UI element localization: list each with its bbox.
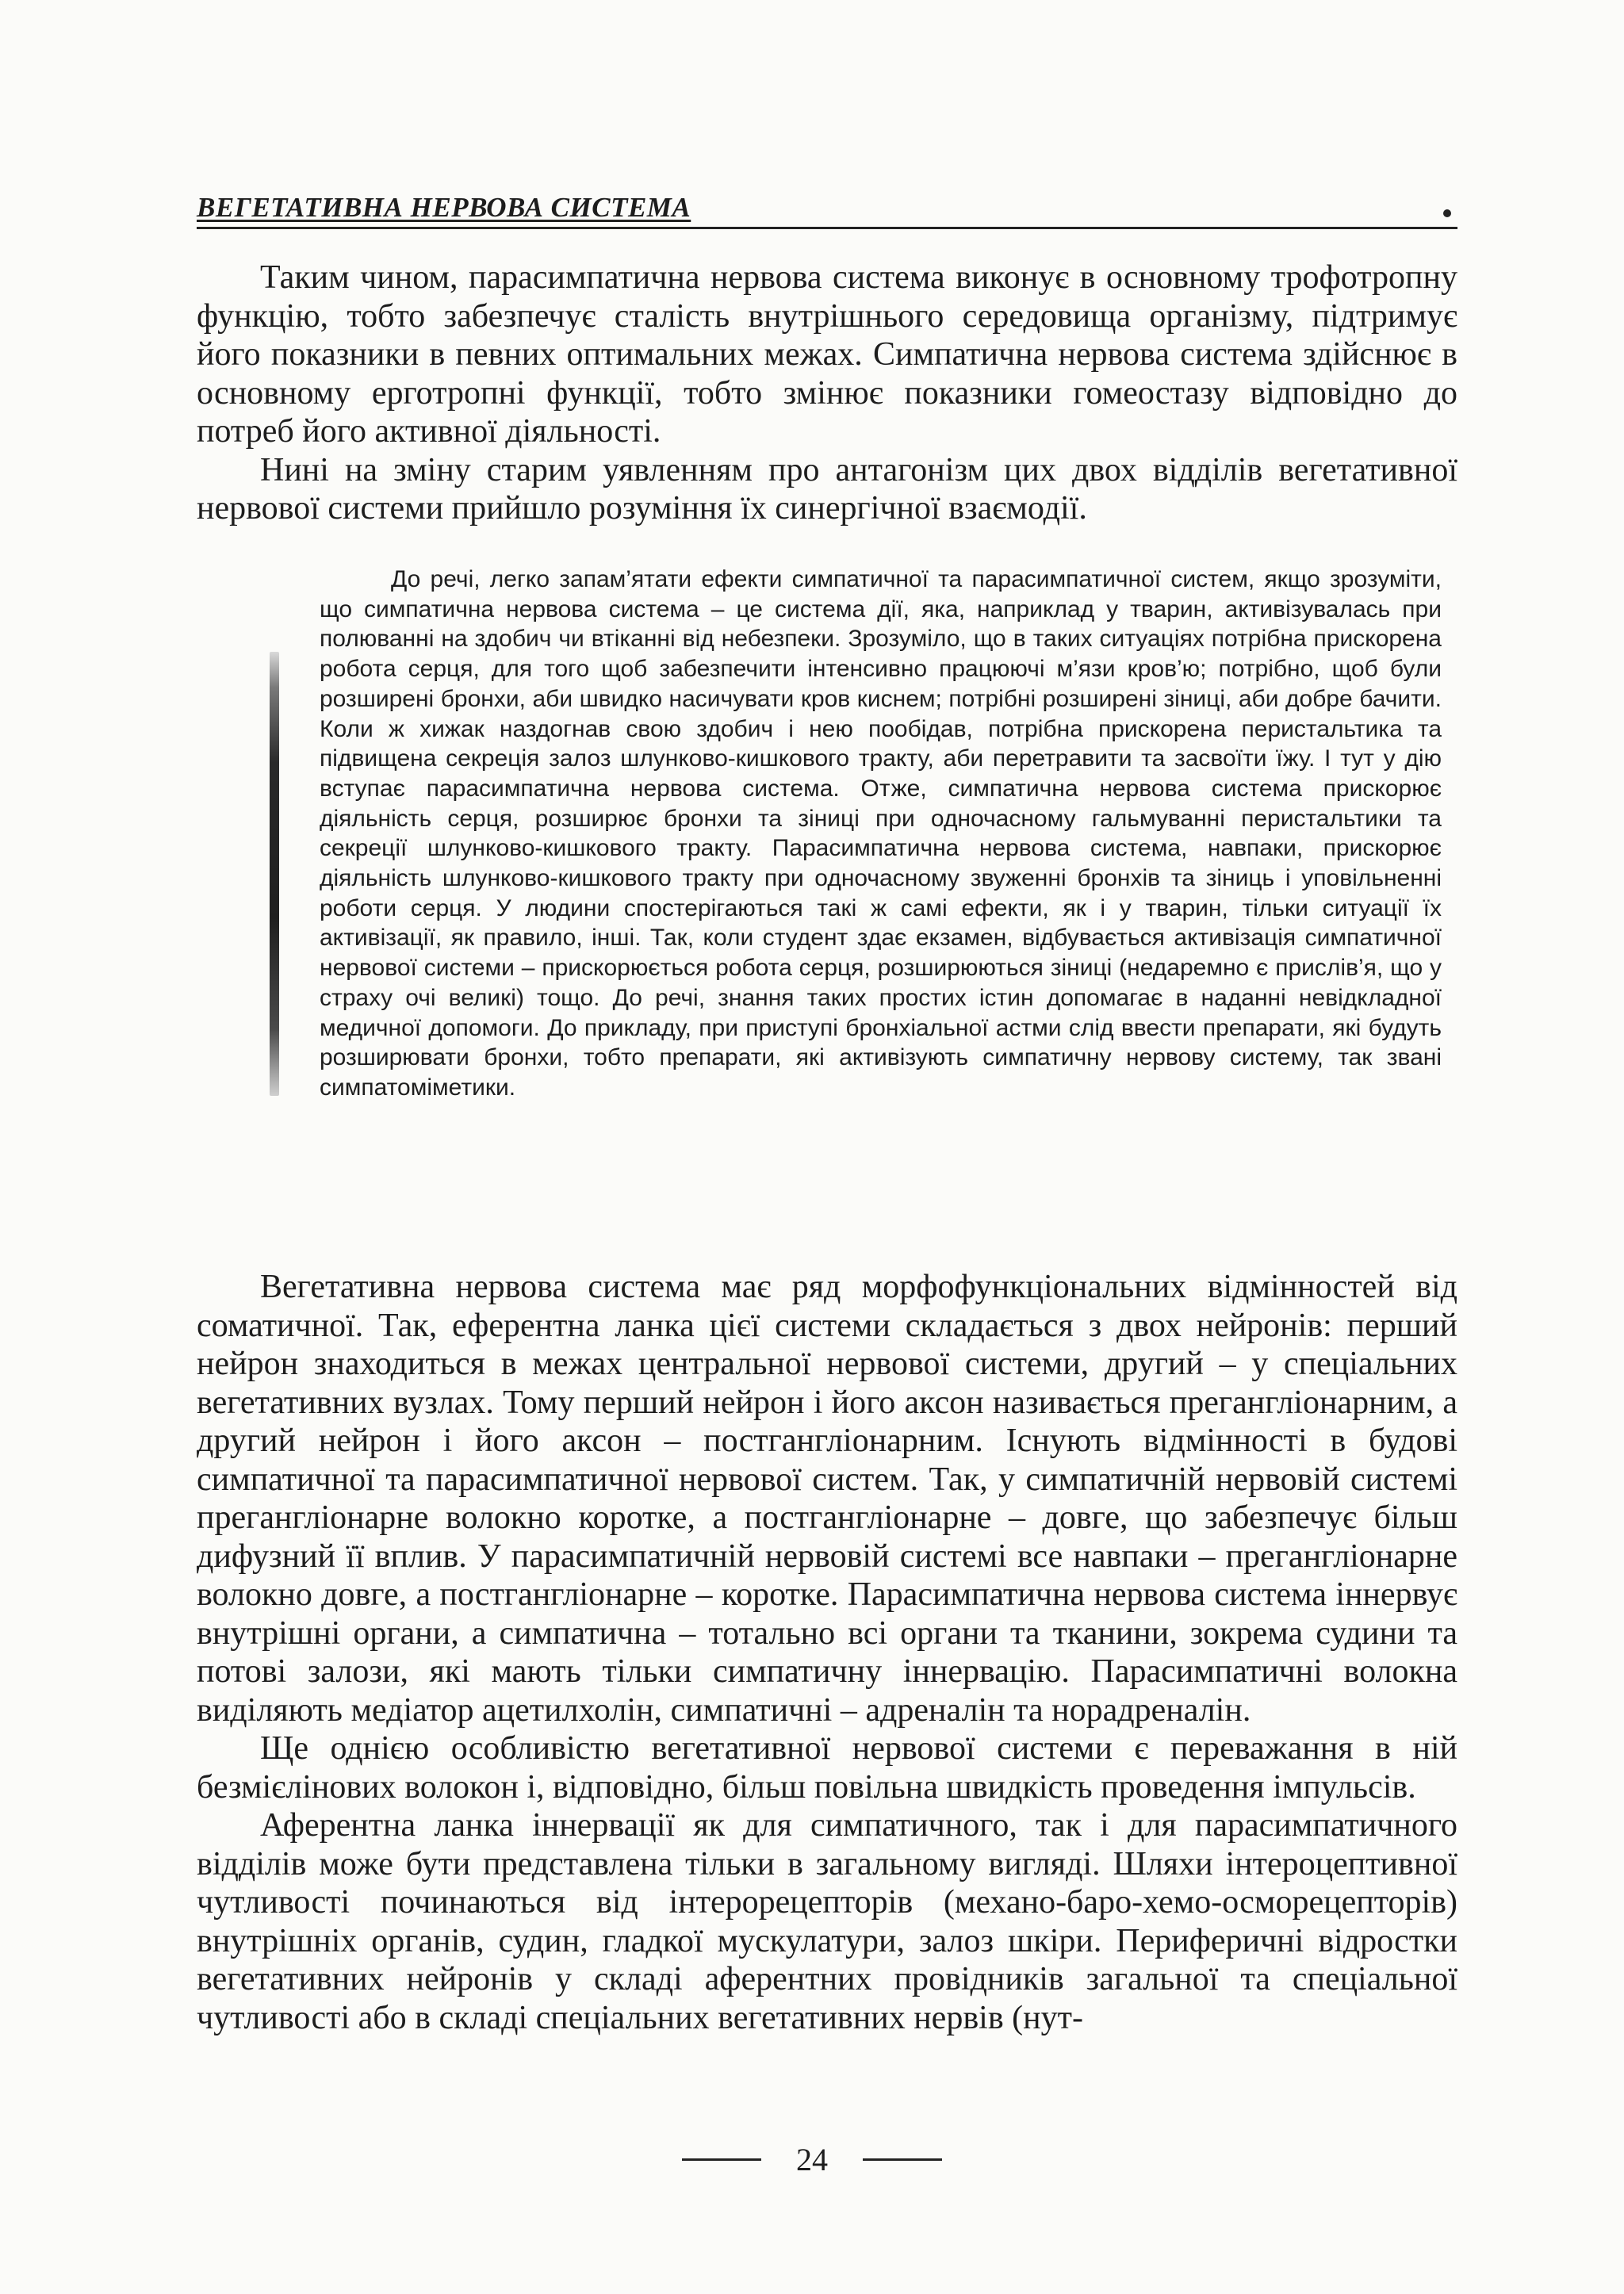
page-number: 24 bbox=[796, 2142, 828, 2177]
sidebar-paragraph: До речі, легко запам’ятати ефекти симпатичної та парасимпатичної систем, якщо зрозуміти, що симпатична нервова система – це система дії, яка, наприклад у тварин, активізувалась при полюванні на здобич чи втіканні від небезпеки. Зрозуміло, що в таких ситуаціях потрібна прискорена робота серця, для того щоб забезпечити інтенсивно працюючі м’язи кров’ю; потрібно, щоб були розширені бронхи, аби швидко насичувати кров киснем; потрібні розширені зіниці, аби добре бачити. Коли ж хижак наздогнав свою здобич і нею пообідав, потрібна прискорена перистальтика та підвищена секреція залоз шлунково-кишкового тракту, аби перетравити та засвоїти їжу. І тут у дію вступає парасимпатична нервова система. Отже, симпатична нервова система прискорює діяльність серця, розширює бронхи та зіниці при одночасному гальмуванні перистальтики та секреції шлунково-кишкового тракту. Парасимпатична нервова система, навпаки, прискорює діяльність шлунково-кишкового тракту при одночасному звуженні бронхів та зіниць і уповільненні роботи серця. У людини спостерігаються такі ж самі ефекти, як і у тварин, тільки ситуації їх активізації, як правило, інші. Так, коли студент здає екзамен, відбувається активізація симпатичної нервової системи – прискорюється робота серця, розширюються зіниці (недаремно є прислів’я, що у страху очі великі) тощо. До речі, знання таких простих істин допомагає в наданні невідкладної медичної допомоги. До прикладу, при приступі бронхіальної астми слід ввести препарати, які будуть розширювати бронхи, тобто препарати, які активізують симпатичну нервову систему, так звані симпатоміметики. bbox=[320, 566, 1442, 1101]
running-header bbox=[197, 181, 1457, 229]
footer-rule-right bbox=[863, 2158, 942, 2161]
sidebar-text bbox=[320, 565, 1442, 1103]
footer-rule-left bbox=[682, 2158, 761, 2161]
sidebar-note bbox=[270, 565, 1442, 1248]
paragraph: Нині на зміну старим уявленням про антагонізм цих двох відділів вегетативної нервової системи прийшло розуміння їх синергічної взаємодії. bbox=[197, 451, 1457, 527]
body-text-top bbox=[197, 259, 1457, 528]
body-text-bottom bbox=[197, 1268, 1457, 2037]
chapter-title: ВЕГЕТАТИВНА НЕРВОВА СИСТЕМА bbox=[197, 192, 691, 223]
paragraph: Таким чином, парасимпатична нервова система виконує в основному трофотропну функцію, тобто забезпечує сталість внутрішнього середовища організму, підтримує його показники в певних оптимальних межах. Симпатична нервова система здійснює в основному ерготропні функції, тобто змінює показники гомеостазу відповідно до потреб його активної діяльності. bbox=[197, 259, 1457, 450]
sidebar-bar bbox=[270, 652, 279, 1096]
paragraph: Вегетативна нервова система має ряд морфофункціональних відмінностей від соматичної. Так, еферентна ланка цієї системи складається з двох нейронів: перший нейрон знаходиться в межах центральної нервової системи, другий – у спеціальних вегетативних вузлах. Тому перший нейрон і його аксон називається прегангліонарним, а другий нейрон і його аксон – постгангліонарним. Існують відмінності в будові симпатичної та парасимпатичної нервової систем. Так, у симпатичній нервовій системі прегангліонарне волокно коротке, а постгангліонарне – довге, що забезпечує більш дифузний її вплив. У парасимпатичній нервовій системі все навпаки – прегангліонарне волокно довге, а постгангліонарне – коротке. Парасимпатична нервова система іннервує внутрішні органи, а симпатична – тотально всі органи та тканини, зокрема судини та потові залози, які мають тільки симпатичну іннервацію. Парасимпатичні волокна виділяють медіатор ацетилхолін, симпатичні – адреналін та норадреналін. bbox=[197, 1269, 1457, 1729]
bullet-icon bbox=[1443, 209, 1451, 217]
page-footer bbox=[0, 2141, 1624, 2178]
paragraph: Аферентна ланка іннервації як для симпатичного, так і для парасимпатичного відділів може бути представлена тільки в загальному вигляді. Шляхи інтероцептивної чутливості починаються від інтерорецепторів (механо-баро-хемо-осморецепторів) внутрішніх органів, судин, гладкої мускулатури, залоз шкіри. Периферичні відростки вегетативних нейронів у складі аферентних провідників загальної та спеціальної чутливості або в складі спеціальних вегетативних нервів (нут- bbox=[197, 1807, 1457, 2036]
paragraph: Ще однією особливістю вегетативної нервової системи є переважання в ній безмієлінових волокон і, відповідно, більш повільна швидкість проведення імпульсів. bbox=[197, 1730, 1457, 1806]
